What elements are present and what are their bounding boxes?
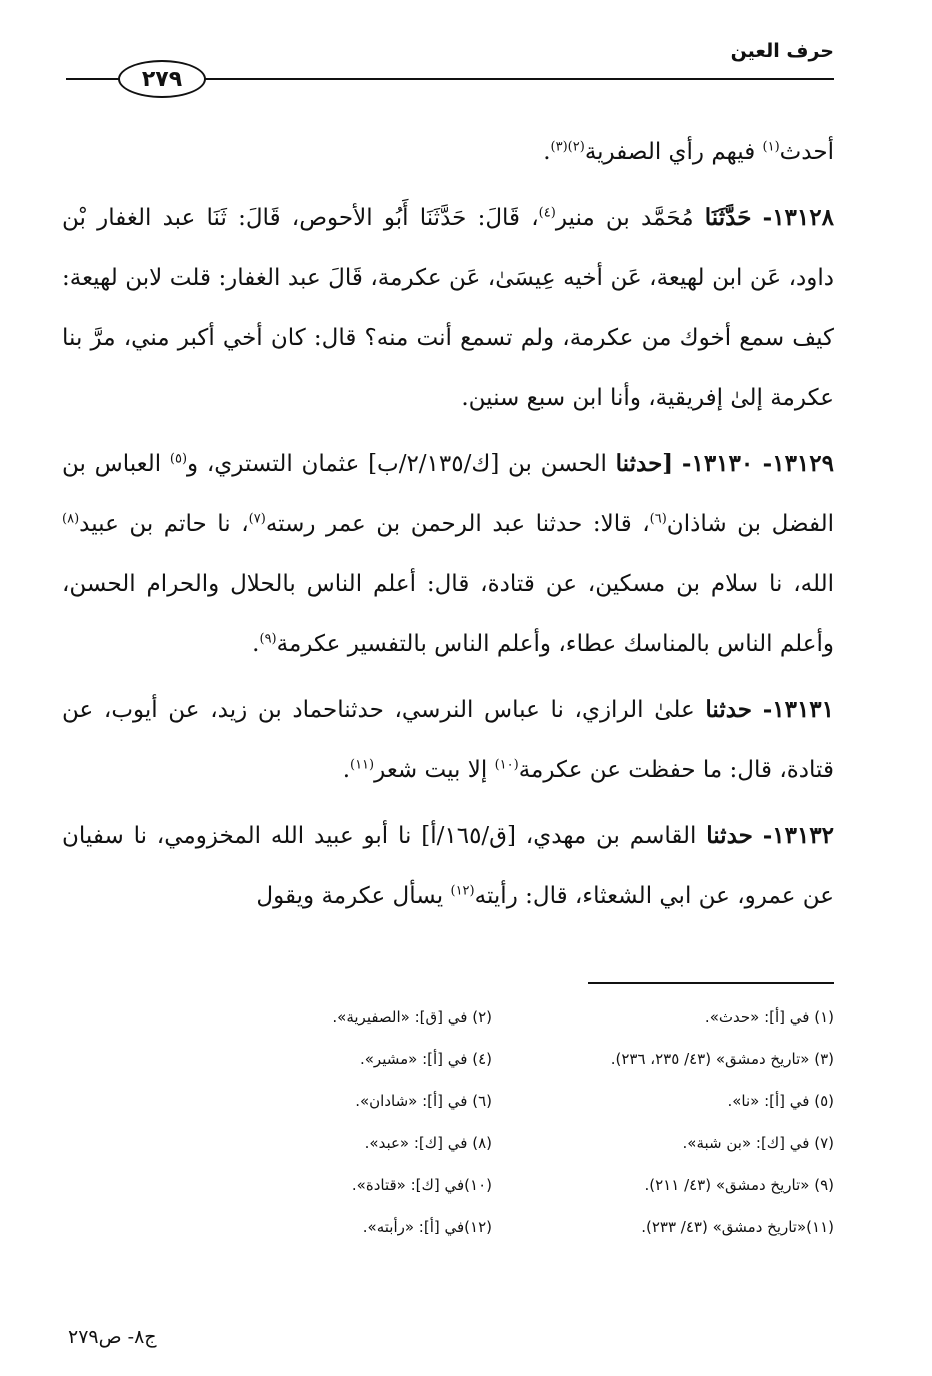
p4-end: . [342,757,350,783]
p5-text: القاسم بن مهدي، [ق/١٦٥/أ] نا أبو عبيد الله المخزومي، نا سفيان عن عمرو، عن ابي الشعثاء، قال: رأيته [62,823,834,909]
footnote-ref: (١١) [350,757,375,773]
p2-text: مُحَمَّد بن منير [555,205,705,231]
footnote-9: (٩) «تاريخ دمشق» (٤٣/ ٢١١). [644,1176,834,1194]
narration-keyword: حدثنا [705,696,753,723]
footnote-rule [588,982,834,984]
p4-text: علىٰ الرازي، نا عباس النرسي، حدثناحماد بن زيد، عن أيوب، عن قتادة، قال: ما حفظت عن عكرمة [62,697,834,783]
footnote-12: (١٢)في [أ]: «رأبته». [362,1218,492,1236]
narration-keyword: حدثنا [706,822,753,849]
p3-end: . [252,631,260,657]
footnote-3: (٣) «تاريخ دمشق» (٤٣/ ٢٣٥، ٢٣٦). [610,1050,834,1068]
hadith-13132 [62,806,834,926]
footnotes [190,996,834,1248]
p5-text2: يسأل عكرمة ويقول [256,883,451,909]
footnote-5: (٥) في [أ]: «نا». [727,1092,834,1110]
footnote-ref: (٢)(٣) [550,139,585,155]
p1-end: . [543,139,551,165]
p1-text: أحدث [779,139,834,165]
footnote-2: (٢) في [ق]: «الصفيرية». [332,1008,492,1026]
hadith-number: ١٣١٣١- [762,696,835,723]
footnote-ref: (٨) [62,511,80,527]
p3-text: الحسن بن [ك/٢/١٣٥/ب] عثمان التستري، و [187,451,616,477]
p3-text4: ، نا حاتم بن عبيد [79,511,249,537]
hadith-13129 [62,434,834,674]
footer-reference: ج٨- ص٢٧٩ [68,1326,157,1348]
narration-keyword: [حدثنا [615,450,674,477]
footnote-11: (١١)«تاريخ دمشق» (٤٣/ ٢٣٣). [641,1218,834,1236]
footnote-ref: (١) [762,139,780,155]
body-text [62,122,834,926]
footnote-7: (٧) في [ك]: «بن شبة». [682,1134,834,1152]
hadith-number: ١٣١٣٢- [762,822,835,849]
p2-text2: ، قَالَ: حَدَّثَنَا أَبُو الأحوص، قَالَ: ثَنَا عبد الغفار بْن داود، عَن ابن لهيعة، عَن أخيه عِيسَىٰ، عَن عكرمة، قَالَ عبد الغفار: قلت لابن لهيعة: كيف سمع أخوك من عكرمة، ولم تسمع أنت منه؟ قال: كان أخي أكبر مني، مرَّ بنا عكرمة إلىٰ إفريقية، وأنا ابن سبع سنين. [62,205,834,411]
hadith-number: ١٣١٢٨- [762,204,834,231]
p4-text2: إلا بيت شعر [374,757,495,783]
hadith-13128 [62,188,834,428]
footnote-4: (٤) في [أ]: «مشير». [359,1050,492,1068]
footnote-ref: (١٠) [494,757,519,773]
p3-text3: ، قالا: حدثنا عبد الرحمن بن عمر رسته [265,511,650,537]
footnote-ref: (١٢) [450,883,475,899]
paragraph-1 [62,122,834,182]
chapter-title: حرف العين [730,40,834,62]
p3-text2: العباس بن الفضل بن شاذان [62,451,834,537]
footnote-10: (١٠)في [ك]: «قتادة». [351,1176,492,1194]
hadith-13131 [62,680,834,800]
footnote-ref: (٩) [259,631,277,647]
footnote-8: (٨) في [ك]: «عبد». [364,1134,492,1152]
footnote-6: (٦) في [أ]: «شادان». [355,1092,492,1110]
p3-text5: الله، نا سلام بن مسكين، عن قتادة، قال: أعلم الناس بالحلال والحرام الحسن، وأعلم الناس بالمناسك عطاء، وأعلم الناس بالتفسير عكرمة [62,571,834,657]
hadith-number: ١٣١٢٩- ١٣١٣٠- [681,450,834,477]
footnote-ref: (٤) [538,205,556,221]
p1-text2: فيهم رأي الصفرية [584,139,763,165]
footnote-ref: (٥) [169,451,188,467]
footnote-ref: (٦) [649,511,667,527]
footnote-ref: (٧) [248,511,266,527]
narration-keyword: حَدَّثَنَا [704,204,752,231]
page-number: ٢٧٩ [118,60,206,98]
footnote-1: (١) في [أ]: «حدث». [704,1008,834,1026]
